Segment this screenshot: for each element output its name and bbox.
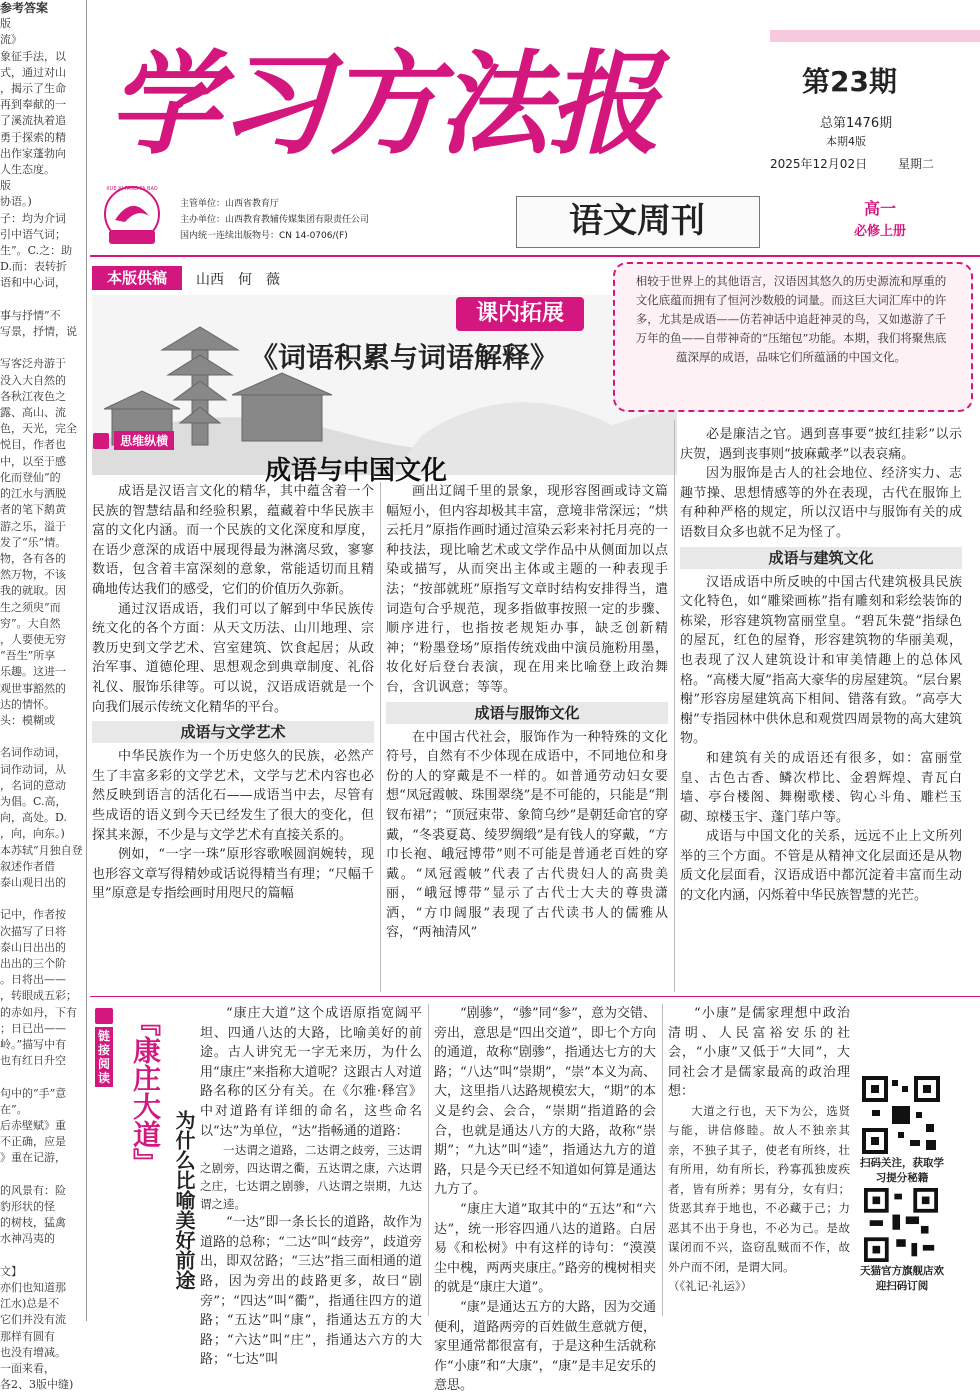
- col-rule: [662, 1004, 663, 1316]
- answer-line: [0, 292, 83, 308]
- answer-line: 化而登仙”的: [0, 470, 61, 484]
- answer-line: 写景，抒情，说: [0, 325, 77, 339]
- topic-tag: 课内拓展: [456, 297, 584, 331]
- s2-column-2: [434, 1004, 656, 1394]
- answer-line: 名词作动词，: [0, 746, 66, 760]
- column-badge: 本版供稿: [92, 266, 182, 290]
- col-rule: [674, 420, 675, 992]
- grade-label: 高一: [863, 199, 896, 218]
- answer-line: 记中，作者按: [0, 908, 66, 922]
- answer-line: 不正确，应是: [0, 1135, 66, 1149]
- answer-line: 版: [0, 17, 11, 31]
- answer-line: 乐趣。这进一: [0, 665, 66, 679]
- section-badge-label: 思维纵横: [114, 431, 174, 450]
- answer-line: 叙述作者借: [0, 859, 55, 873]
- subhead-architecture: 成语与建筑文化: [680, 547, 962, 569]
- answer-line: 版: [0, 179, 11, 193]
- answer-line: [0, 1069, 83, 1085]
- paragraph: “一达”即一条长长的道路，故作为道路的总称；“二达”叫“歧旁”，歧道旁出，即双岔路；“三达”指三面相通的道路，因为旁出的歧路更多，故曰“剧旁”；“四达”叫“衢”，指通往四方的道路；“五达”叫“康”，指通达五方的大路；“六达”叫“庄”，指通达六方的大路；“七达”叫: [200, 1215, 422, 1368]
- answer-line: 式，通过对山: [0, 65, 66, 79]
- answer-line: 头：模糊或: [0, 713, 55, 727]
- answer-line: ；日已出——: [0, 1021, 66, 1035]
- answer-line: 江水)总是不: [0, 1297, 60, 1311]
- answer-line: 达的情怀。: [0, 697, 55, 711]
- erya-quote: 一达谓之道路，二达谓之歧旁，三达谓之剧旁，四达谓之衢，五达谓之康，六达谓之庄，七达谓之剧骖，八达谓之崇期，九达谓之逵。: [200, 1143, 422, 1212]
- publication-number: 国内统一连续出版物号：CN 14-0706/(F): [180, 231, 348, 241]
- answer-line: 象征手法，以: [0, 49, 66, 63]
- answer-line: 了溪流执着追: [0, 114, 66, 128]
- answer-line: 发了“乐”情。: [0, 535, 67, 549]
- liji-quote: 大道之行也，天下为公，选贤与能，讲信修睦。故人不独亲其亲，不独子其子，使老有所终，壮有所用，幼有所长，矜寡孤独废疾者，皆有所养；男有分，女有归；货恶其弃于地也，不必藏于己；力恶其不出于身也，不必为己。是故谋闭而不兴，盗窃乱贼而不作，故外户而不闭，是谓大同。: [668, 1103, 850, 1274]
- answer-line: 一面来看，: [0, 1362, 55, 1376]
- answer-line: 出作家蓬勃向: [0, 146, 66, 160]
- answer-line: 向，高处。D.: [0, 811, 67, 825]
- paragraph: “康庄大道”这个成语原指宽阔平坦、四通八达的大路，比喻美好的前途。古人讲究无一字无来历，为什么用“康庄”来指称大道呢？这跟古人对道路名称的区分有关。在《尔雅·释宫》中对道路有详细的命名，这些命名以“达”为单位，“达”指畅通的道路：: [200, 1006, 422, 1139]
- subhead-literature: 成语与文学艺术: [92, 721, 374, 743]
- answer-line: 后赤壁赋》重: [0, 1119, 66, 1133]
- answer-line: 本苏轼“月独自登: [0, 843, 83, 857]
- answer-line: 穷”。大自然: [0, 616, 61, 630]
- answer-line: 流》: [0, 33, 22, 47]
- strip-divider: [86, 0, 87, 1321]
- answer-line: 它们并没有流: [0, 1313, 66, 1327]
- answer-line: 协语。): [0, 195, 32, 209]
- masthead-title: 学习方法报: [108, 39, 658, 170]
- answer-line: 》重在记游，: [0, 1151, 66, 1165]
- answer-strip-lines: [0, 16, 83, 1393]
- answer-line: 然万物，不该: [0, 568, 66, 582]
- answer-line: 游之乐，溢于: [0, 519, 66, 533]
- paragraph: 通过汉语成语，我们可以了解到中华民族传统文化的各个方面：从天文历法、山川地理、宗教历史到文学艺术、宫室建筑、饮食起居；从政治军事、道德伦理、思想观念到典章制度、礼俗礼仪、服饰乐律等。可以说，汉语成语就是一个向我们展示传统文化精华的平台。: [92, 601, 374, 715]
- answer-line: [0, 729, 83, 745]
- sponsor-line-2: 主办单位：山西教育教辅传媒集团有限责任公司: [180, 215, 370, 225]
- answer-line: 生”。C.之：助: [0, 244, 73, 258]
- logo-text: XUE XI FANG FA BAO: [106, 186, 158, 192]
- answer-line: 词作动词，从: [0, 762, 66, 776]
- section2-title: 『康庄大道』: [129, 1008, 162, 1176]
- answer-line: 那样有圆有: [0, 1329, 55, 1343]
- issue-weekday: 星期二: [898, 157, 935, 171]
- answer-line: 勇于探索的精: [0, 130, 66, 144]
- paragraph: 例如，“一字一珠”原形容歌喉圆润婉转，现也形容文章写得精妙或话说得精当有理；“尺幅千里”原意是专指绘画时用咫尺的篇幅: [92, 847, 374, 902]
- col-rule: [380, 482, 381, 992]
- book-icon: [93, 433, 109, 449]
- section2-subtitle: 为什么比喻美好前途: [172, 1110, 196, 1290]
- paragraph: 和建筑有关的成语还有很多，如：富丽堂皇、古色古香、鳞次栉比、金碧辉煌、青瓦白墙、亭台楼阁、舞榭歌楼、钩心斗角、雕栏玉砌、琼楼玉宇、蓬门荜户等。: [680, 750, 962, 825]
- section2-badge-label: 链接阅读: [95, 1027, 113, 1087]
- page-count: 本期4版: [826, 135, 866, 148]
- volume-label: 必修上册: [853, 224, 906, 239]
- answer-line: 为倡。C.高，: [0, 794, 67, 808]
- paragraph: “康庄大道”取其中的“五达”和“六达”，统一形容四通八达的道路。白居易《和松树》中有这样的诗句：“漠漠尘中槐，两两夹康庄。”路旁的槐树相夹的就是“康庄大道”。: [434, 1201, 656, 1296]
- answer-line: 亦们也知道那: [0, 1281, 66, 1295]
- answer-line: ，人要使无穷: [0, 632, 66, 646]
- answer-line: [0, 1248, 83, 1264]
- answer-line: 生之须臾”而: [0, 600, 61, 614]
- book-icon: [95, 1008, 113, 1024]
- answer-line: 再到奉献的一: [0, 98, 66, 112]
- answer-line: [0, 340, 83, 356]
- answer-line: 豹形状的怪: [0, 1200, 55, 1214]
- answer-strip: [0, 0, 83, 1392]
- answer-strip-header: 参考答案: [0, 1, 49, 15]
- answer-line: 的赤如丹，下有: [0, 1005, 77, 1019]
- s2-column-1: [200, 1004, 422, 1368]
- s1-column-1: [92, 482, 374, 992]
- paragraph: 在中国古代社会，服饰作为一种特殊的文化符号，自然有不少体现在成语中，不同地位和身份的人的穿戴是不一样的。如普通劳动妇女要想“凤冠霞帔、珠围翠绕”是不可能的，只能是“荆钗布裙”；“顶冠束带、象简乌纱”是朝廷命官的穿戴，“冬裘夏葛、绫罗绸缎”是有钱人的穿戴，“方巾长袍、峨冠博带”则不可能是普通老百姓的穿戴。“凤冠霞帔”代表了古代贵妇人的高贵美丽，“峨冠博带”显示了古代士大夫的尊贵潇洒，“方巾阔服”表现了古代读书人的儒雅从容，“两袖清风”: [386, 729, 668, 941]
- masthead-rule: [90, 255, 980, 257]
- answer-line: 者的笔下鹅黄: [0, 503, 66, 517]
- answer-line: 各秋江夜色之: [0, 389, 66, 403]
- answer-line: 水神冯夷的: [0, 1232, 55, 1246]
- section1-title: 成语与中国文化: [265, 456, 448, 486]
- col-rule: [428, 1004, 429, 1316]
- total-issue: 总第1476期: [820, 116, 893, 131]
- paragraph: 成语与中国文化的关系，远远不止上文所列举的三个方面。不管是从精神文化层面还是从物质文化层面看，汉语成语中都沉淀着丰富而生动的文化内涵，闪烁着中华民族智慧的光芒。: [680, 829, 962, 904]
- answer-line: ，转眼成五彩；: [0, 989, 77, 1003]
- paragraph: 画出辽阔千里的景象，现形容图画或诗文篇幅短小，但内容却极其丰富，意境非常深远；“烘云托月”原指作画时通过渲染云彩来衬托月亮的一种技法，现比喻艺术或文学作品中从侧面加以点染或描写，从而突出主体或主题的一种表现手法；“按部就班”原指写文章时结构安排得当，遣词造句合乎规范，现多指做事按照一定的步骤、顺序进行，也指按老规矩办事，缺乏创新精神；“粉墨登场”原指传统戏曲中演员施粉用墨，妆化好后登台表演，现在用来比喻登上政治舞台，含讥讽意；等等。: [386, 484, 668, 695]
- answer-line: 泰山日出出的: [0, 940, 66, 954]
- answer-line: 。日将出——: [0, 973, 66, 987]
- answer-line: [0, 891, 83, 907]
- top-pink-bar: [770, 30, 980, 42]
- answer-line: 写客泛舟游于: [0, 357, 66, 371]
- answer-line: 语和中心词，: [0, 276, 66, 290]
- answer-line: 文】: [0, 1264, 22, 1278]
- paragraph: 汉语成语中所反映的中国古代建筑极具民族文化特色，如“雕梁画栋”指有雕刻和彩绘装饰的栋梁，形容建筑物富丽堂皇。“碧瓦朱甍”指绿色的屋瓦，红色的屋脊，形容建筑物的华丽美观，也表现了汉人建筑设计和审美情趣上的总体风格。“高楼大厦”指高大豪华的房屋建筑。“层台累榭”形容房屋建筑高下相间、错落有致。“高亭大榭”专指园林中供休息和观赏四周景物的高大建筑物。: [680, 574, 962, 747]
- qr-code-store[interactable]: [864, 1188, 938, 1262]
- paragraph: “剧骖”，“骖”同“参”，意为交错、旁出，意思是“四出交道”，即七个方向的通道，故称“剧骖”，指通达七方的大路；“八达”叫“崇期”，“崇”本义为高、大，这里指八达路规模宏大，“期”的本义是约会、会合，“崇期”指道路的会合，也就是通达八方的大路，故称“崇期”；“九达”叫“逵”，指通达九方的道路，只是今天已经不知道如何算是通达九方了。: [434, 1006, 656, 1198]
- issue-date: 2025年12月02日: [770, 157, 868, 171]
- answer-line: 色，天光，完全: [0, 422, 77, 436]
- qr-caption-store: 天猫官方旗舰店欢迎扫码订阅: [860, 1265, 944, 1292]
- answer-line: 露、高山、流: [0, 406, 66, 420]
- answer-line: 泰山观日出的: [0, 875, 66, 889]
- paragraph: 中华民族作为一个历史悠久的民族，必然产生了丰富多彩的文学艺术，文学与艺术内容也必然反映到语言的活化石——成语当中去，尽管有些成语的语义到今天已经发生了很大的变化，但探其来源，不少是与文学艺术有直接关系的。: [92, 749, 374, 843]
- answer-line: D.而：表转折: [0, 260, 67, 274]
- author-name: 山西 何 薇: [196, 272, 280, 288]
- section-rule: [90, 996, 980, 997]
- s1-column-3: [680, 425, 962, 992]
- sponsor-line-1: 主管单位：山西省教育厅: [180, 199, 280, 209]
- answer-line: 的风景有：险: [0, 1183, 66, 1197]
- answer-line: ，揭示了生命: [0, 82, 66, 96]
- s2-column-3: [668, 1004, 850, 1316]
- answer-line: ，向，向东。): [0, 827, 65, 841]
- answer-line: 引中语气词；: [0, 227, 66, 241]
- answer-line: 我的就取。因: [0, 584, 66, 598]
- answer-line: ，名词的意动: [0, 778, 66, 792]
- answer-line: 各2、3版中缝): [0, 1378, 74, 1392]
- paragraph: “小康”是儒家理想中政治清明、人民富裕安乐的社会，“小康”又低于“大同”，大同社会才是儒家最高的政治理想：: [668, 1006, 850, 1100]
- issue-number: 第23期: [802, 65, 897, 98]
- paragraph: 成语是汉语言文化的精华，其中蕴含着一个民族的智慧结晶和经验积累，蕴藏着中华民族丰富的文化内涵。而一个民族的文化深度和厚度，在语少意深的成语中展现得最为淋漓尽致，寥寥数语，包含着丰富深刻的意象，常能适切而且精确地传达我们的感受，它们的价值历久弥新。: [92, 484, 374, 597]
- answer-line: 事与抒情”不: [0, 308, 61, 322]
- answer-line: 句中的“手”意: [0, 1086, 67, 1100]
- answer-line: 也有红日升空: [0, 1054, 66, 1068]
- paragraph: “康”是通达五方的大路，因为交通便利，道路两旁的百姓做生意就方便，家里通常都很富有，于是这种生活就称作“小康”和“大康”，“康”是丰足安乐的意思。: [434, 1299, 656, 1394]
- section2-badge: [95, 1008, 117, 1085]
- answer-line: “吾生”所享: [0, 649, 56, 663]
- answer-line: 次描写了日将: [0, 924, 66, 938]
- qr-code-follow[interactable]: [862, 1076, 940, 1154]
- liji-source: （《礼记·礼运》）: [668, 1279, 753, 1294]
- answer-line: [0, 1167, 83, 1183]
- answer-line: 物，各有各的: [0, 551, 66, 565]
- answer-line: 观世事豁然的: [0, 681, 66, 695]
- answer-line: 的江水与洒脱: [0, 487, 66, 501]
- edition-title: 语文周刊: [569, 201, 705, 241]
- answer-line: 在”。: [0, 1102, 28, 1116]
- qr-caption-follow: 扫码关注，获取学习提分秘籍: [860, 1157, 944, 1184]
- answer-line: 岭。”描写中有: [0, 1038, 67, 1051]
- answer-line: 中，以至于感: [0, 454, 66, 468]
- answer-line: 出出的三个阶: [0, 956, 66, 970]
- section-badge-thinking: [93, 430, 189, 450]
- newspaper-logo: [103, 186, 161, 246]
- s1-column-2: [386, 482, 668, 992]
- answer-line: 子：均为介词: [0, 211, 66, 225]
- answer-line: 没入大自然的: [0, 373, 66, 387]
- intro-text: 相较于世界上的其他语言，汉语因其悠久的历史源流和厚重的文化底蕴而拥有了恒河沙数般的词量。而这巨大词汇库中的许多，尤其是成语——仿若神话中追赶神灵的鸟，又如遨游了千万年的鱼——自带神奇的“压缩包”功能。本期，我们将聚焦底蕴深厚的成语，品味它们所蕴涵的中国文化。: [635, 274, 947, 364]
- answer-line: 悦目，作者也: [0, 438, 66, 452]
- answer-line: 的树枝，猛禽: [0, 1216, 66, 1230]
- subhead-clothing: 成语与服饰文化: [386, 702, 668, 724]
- paragraph: 因为服饰是古人的社会地位、经济实力、志趣节操、思想情感等的外在表现，古代在服饰上有种种严格的规定，所以汉语中与服饰有关的成语数目众多也就不足为怪了。: [680, 466, 962, 540]
- answer-line: 人生态度。: [0, 163, 55, 177]
- answer-line: 也没有增减。: [0, 1345, 66, 1359]
- lead-headline: 《词语积累与词语解释》: [250, 341, 559, 374]
- paragraph: 必是廉洁之官。遇到喜事要“披红挂彩”以示庆贺，遇到丧事则“披麻戴孝”以表哀痛。: [680, 427, 962, 462]
